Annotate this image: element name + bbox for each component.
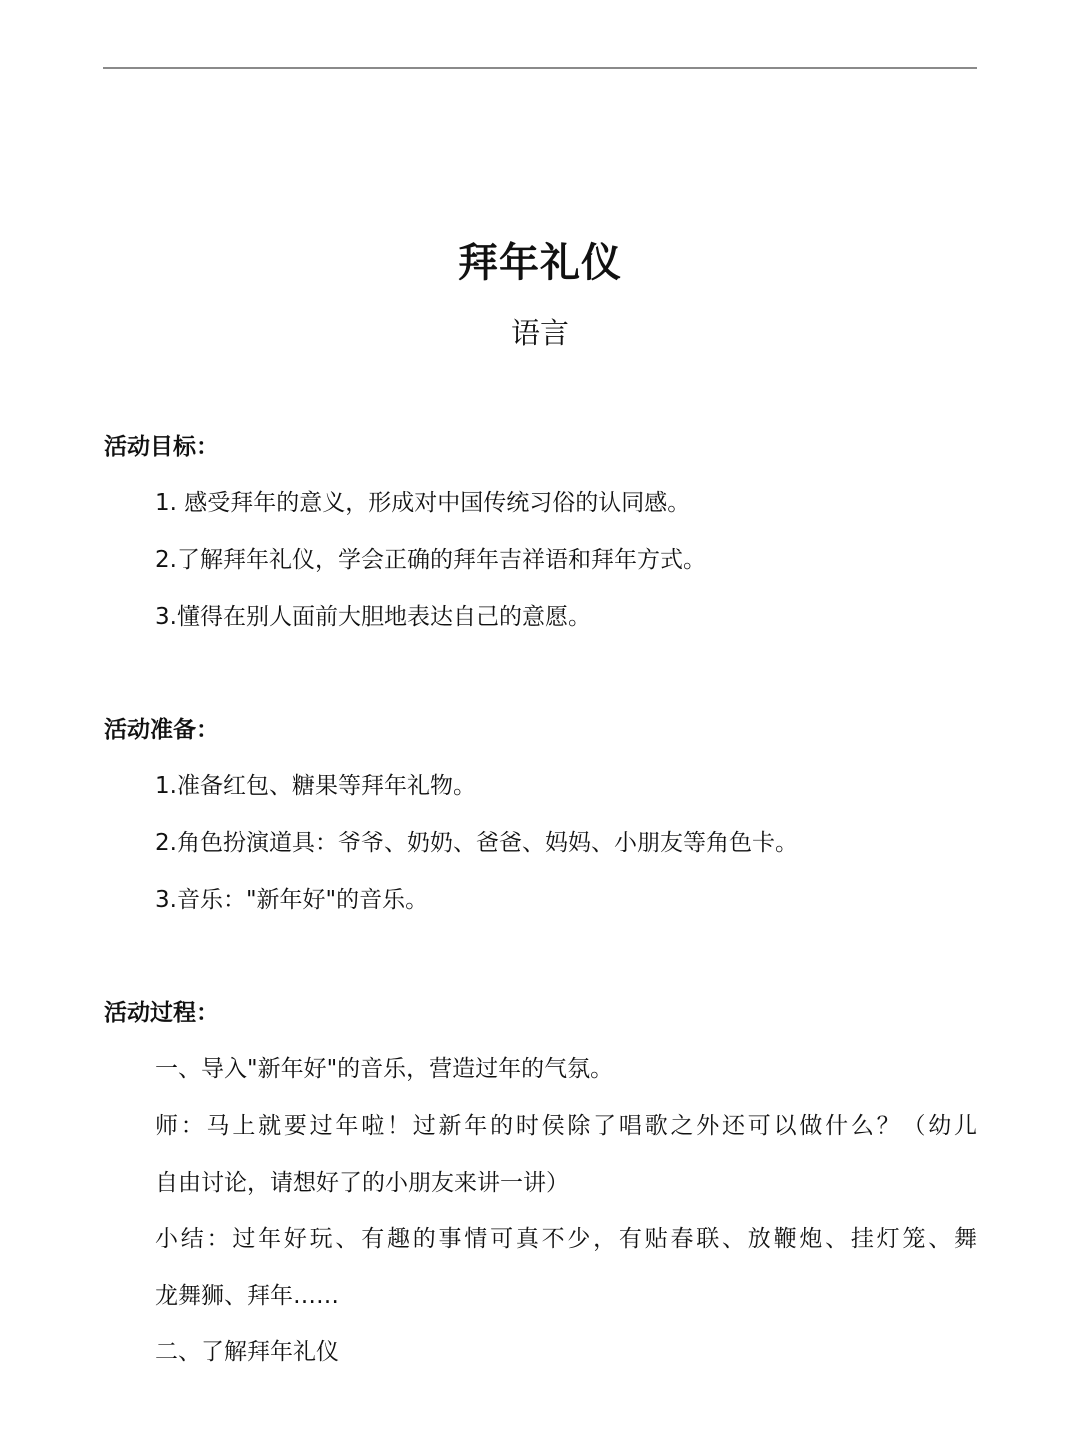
header-rule — [103, 67, 977, 69]
preparation-item-2: 2.角色扮演道具：爷爷、奶奶、爸爸、妈妈、小朋友等角色卡。 — [155, 830, 798, 856]
process-step-2: 二、了解拜年礼仪 — [155, 1339, 339, 1365]
document-title: 拜年礼仪 — [458, 240, 622, 286]
teacher-prompt-line-1: 师：马上就要过年啦！过新年的时侯除了唱歌之外还可以做什么？（幼儿 — [155, 1113, 977, 1139]
goal-item-2: 2.了解拜年礼仪，学会正确的拜年吉祥语和拜年方式。 — [155, 547, 706, 573]
preparation-item-3: 3.音乐："新年好"的音乐。 — [155, 887, 429, 913]
document-subtitle: 语言 — [510, 316, 569, 350]
process-step-1: 一、导入"新年好"的音乐，营造过年的气氛。 — [155, 1056, 614, 1082]
summary-line-2: 龙舞狮、拜年…… — [155, 1283, 339, 1309]
preparation-heading: 活动准备： — [104, 717, 219, 743]
teacher-prompt-line-2: 自由讨论，请想好了的小朋友来讲一讲） — [155, 1170, 569, 1196]
preparation-item-1: 1.准备红包、糖果等拜年礼物。 — [155, 773, 476, 799]
goals-heading: 活动目标： — [104, 434, 219, 460]
summary-line-1: 小结：过年好玩、有趣的事情可真不少，有贴春联、放鞭炮、挂灯笼、舞 — [155, 1226, 977, 1252]
process-heading: 活动过程： — [104, 1000, 219, 1026]
goal-item-1: 1. 感受拜年的意义，形成对中国传统习俗的认同感。 — [155, 490, 691, 516]
goal-item-3: 3.懂得在别人面前大胆地表达自己的意愿。 — [155, 604, 591, 630]
